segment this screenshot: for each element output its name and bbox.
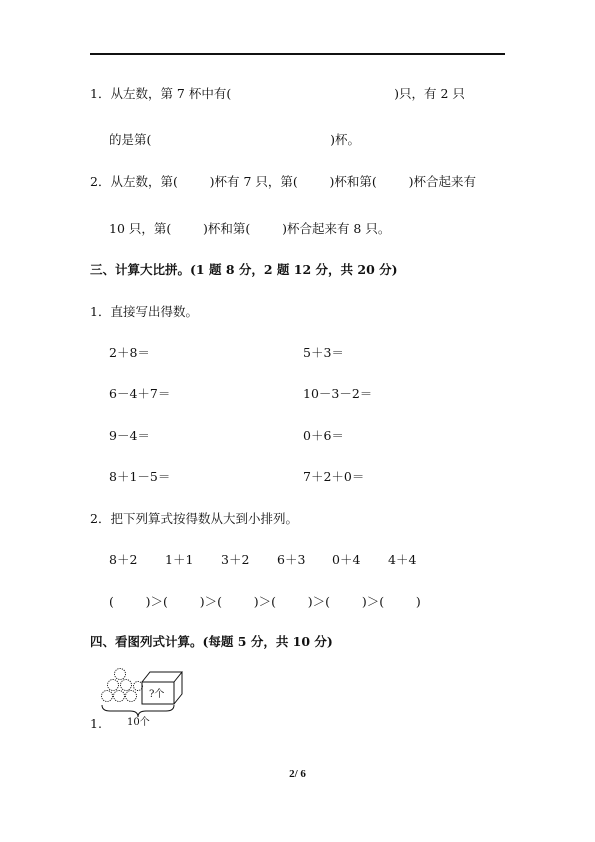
box-question-label: ?个 [149,689,165,700]
sort-expr-3: 3＋2 [221,552,250,567]
right-expr-1: 5＋3＝ [303,345,344,360]
total-brace-icon [102,705,174,717]
fruit-box-figure [98,664,198,726]
total-count-label: 10个 [127,717,150,726]
left-expr-3: 9－4＝ [109,428,150,443]
q1-line-2: 的是第( )杯。 [109,132,361,147]
section4-heading: 四、看图列式计算。(每题 5 分，共 10 分) [90,634,333,649]
section3-heading: 三、计算大比拼。(1 题 8 分，2 题 12 分，共 20 分) [90,262,398,277]
right-expr-3: 0＋6＝ [303,428,344,443]
sort-expr-1: 8＋2 [109,552,138,567]
q2-line-1: 2．从左数，第( )杯有 7 只，第( )杯和第( )杯合起来有 [90,174,476,189]
sort-expr-4: 6＋3 [277,552,306,567]
sort-expr-5: 0＋4 [332,552,361,567]
sort-expr-2: 1＋1 [165,552,194,567]
sort-expr-6: 4＋4 [388,552,417,567]
fruit-pile-icon [102,669,143,702]
left-expr-2: 6－4＋7＝ [109,386,171,401]
q2-line-2: 10 只，第( )杯和第( )杯合起来有 8 只。 [109,221,391,236]
left-expr-1: 2＋8＝ [109,345,150,360]
section4-q1-number: 1. [90,716,102,731]
right-expr-2: 10－3－2＝ [303,386,373,401]
q1-line-1: 1．从左数，第 7 杯中有( )只，有 2 只 [90,86,465,101]
calc-q2-title: 2．把下列算式按得数从大到小排列。 [90,511,298,526]
calc-q1-title: 1．直接写出得数。 [90,304,198,319]
top-rule [90,53,505,55]
page-number: 2/ 6 [289,768,306,780]
left-expr-4: 8＋1－5＝ [109,469,171,484]
sort-answer-line: ( )＞( )＞( )＞( )＞( )＞( ) [109,594,421,609]
right-expr-4: 7＋2＋0＝ [303,469,365,484]
